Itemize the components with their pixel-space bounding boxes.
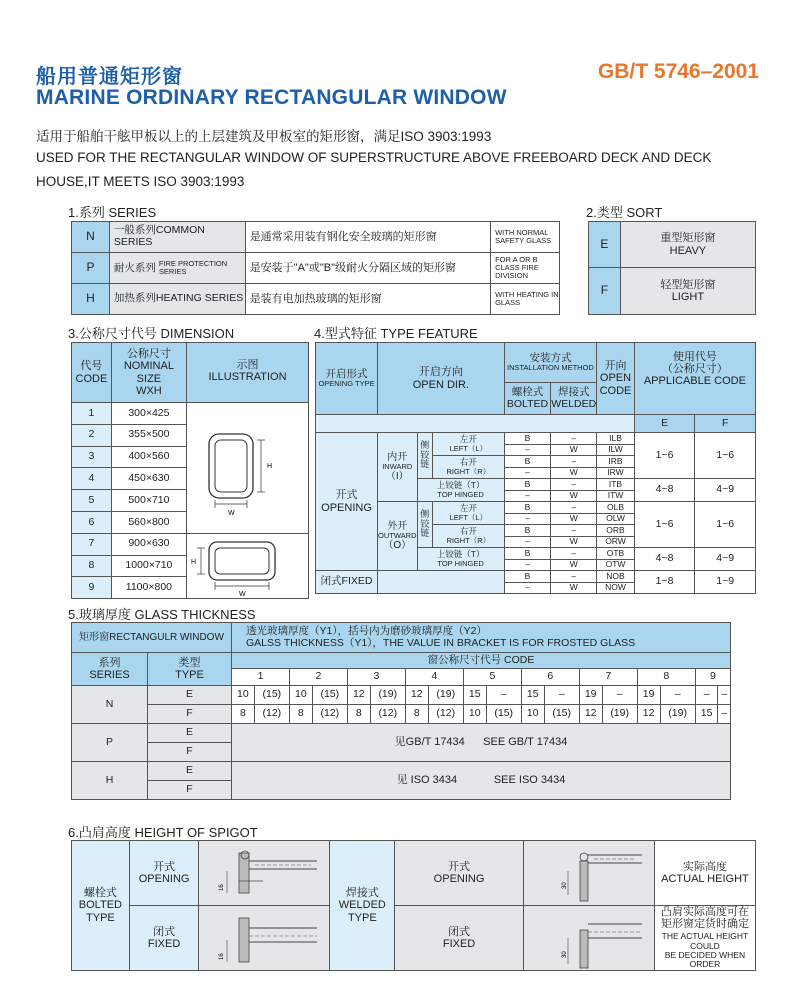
spacer xyxy=(316,415,635,433)
welded-fixed-drawing xyxy=(523,906,654,971)
cell-dash: – xyxy=(551,548,597,560)
col-open-dir: 开启方向 OPEN DIR. xyxy=(378,343,505,415)
side-hinged-label: 侧铰链 xyxy=(417,433,433,479)
range-e: 4~8 xyxy=(634,479,695,502)
cell-b: B xyxy=(504,502,551,514)
top-hinged: 上铰链（T） TOP HINGED xyxy=(417,479,504,502)
thickness-cell: 12 xyxy=(579,705,602,724)
open-code: OTW xyxy=(597,559,635,571)
thickness-cell: – xyxy=(486,686,521,705)
bolted-fixed: 闭式 FIXED xyxy=(129,906,199,971)
welded-fixed: 闭式 FIXED xyxy=(395,906,524,971)
series-heading: 1.系列 SERIES xyxy=(68,205,157,220)
dim-size: 355×500 xyxy=(111,424,186,446)
series-name: 耐火系列 FIRE PROTECTION SERIES xyxy=(109,253,245,284)
type-e: E xyxy=(148,686,232,705)
range-f: 1~9 xyxy=(695,571,756,594)
thickness-cell: 15 xyxy=(521,686,544,705)
thickness-cell: (15) xyxy=(254,686,289,705)
welded-opening-drawing xyxy=(523,841,654,906)
standard-number: GB/T 5746–2001 xyxy=(597,60,759,83)
cell-b: B xyxy=(504,548,551,560)
welded-fixed-section-icon xyxy=(524,906,654,970)
open-code: ILW xyxy=(597,444,635,456)
spigot-table xyxy=(71,840,756,971)
glass-heading: 5.玻璃厚度 GLASS THICKNESS xyxy=(68,607,256,622)
thickness-cell: 8 xyxy=(347,705,370,724)
col-e: E xyxy=(634,415,695,433)
cell-b: B xyxy=(504,571,551,583)
thickness-cell: (12) xyxy=(370,705,405,724)
thickness-cell: 8 xyxy=(289,705,312,724)
series-note: WITH HEATING IN GLASS xyxy=(491,284,560,315)
dim-code: 2 xyxy=(72,424,112,446)
thickness-cell: – xyxy=(718,705,731,724)
dim-30: 30 xyxy=(561,882,568,889)
cell-dash: – xyxy=(551,525,597,537)
cell-w: W xyxy=(551,559,597,571)
thickness-cell: – xyxy=(695,686,718,705)
col-type: 类型 TYPE xyxy=(148,653,232,686)
dim-size: 560×800 xyxy=(111,511,186,533)
cell-dash: – xyxy=(504,559,551,571)
landscape-window-icon xyxy=(187,534,307,598)
series-code: H xyxy=(72,284,110,315)
thickness-cell: (15) xyxy=(312,686,347,705)
series-h: H xyxy=(72,762,148,800)
dim-30: 30 xyxy=(561,951,568,958)
series-name: 加热系列HEATING SERIES xyxy=(109,284,245,315)
bolted-type-label: 螺栓式 BOLTED TYPE xyxy=(72,841,130,971)
rect-window-label: 矩形窗RECTANGULR WINDOW xyxy=(72,623,232,653)
dimension-heading: 3.公称尺寸代号 DIMENSION xyxy=(68,326,235,341)
thickness-cell: 12 xyxy=(637,705,660,724)
thickness-cell: (19) xyxy=(602,705,637,724)
col-welded: 焊接式 WELDED xyxy=(551,383,597,415)
type-feature-heading: 4.型式特征 TYPE FEATURE xyxy=(314,326,478,341)
series-note: FOR A OR B CLASS FIRE DIVISION xyxy=(491,253,560,284)
thickness-cell: 10 xyxy=(463,705,486,724)
side-hinged-label: 侧铰链 xyxy=(417,502,433,548)
outward-label: 外开 OUTWARD （O） xyxy=(378,502,417,571)
dim-code-cell: 6 xyxy=(521,669,579,686)
thickness-cell: – xyxy=(660,686,695,705)
sort-heading: 2.类型 SORT xyxy=(586,205,663,220)
label-w: W xyxy=(228,509,235,517)
cell-dash: – xyxy=(504,467,551,479)
cell-dash: – xyxy=(504,444,551,456)
h-note: 见 ISO 3434 SEE ISO 3434 xyxy=(232,762,731,800)
cell-w: W xyxy=(551,467,597,479)
series-name: 一般系列COMMON SERIES xyxy=(109,222,245,253)
type-e: E xyxy=(148,724,232,743)
col-bolted: 螺栓式 BOLTED xyxy=(504,383,551,415)
col-opening-type: 开启形式 OPENING TYPE xyxy=(316,343,378,415)
thickness-cell: (12) xyxy=(254,705,289,724)
thickness-cell: (19) xyxy=(660,705,695,724)
dimension-table xyxy=(71,342,309,599)
series-code: P xyxy=(72,253,110,284)
series-desc: 是装有电加热玻璃的矩形窗 xyxy=(245,284,490,315)
series-note: WITH NORMAL SAFETY GLASS xyxy=(491,222,560,253)
welded-opening xyxy=(395,841,524,906)
bolted-fixed-section-icon xyxy=(199,906,329,970)
title-en: MARINE ORDINARY RECTANGULAR WINDOW xyxy=(36,86,507,109)
left-open: 左开 LEFT（L） xyxy=(433,433,505,456)
series-n: N xyxy=(72,686,148,724)
dim-code: 1 xyxy=(72,403,112,425)
dim-size: 450×630 xyxy=(111,468,186,490)
top-hinged: 上铰链（T） TOP HINGED xyxy=(417,548,504,571)
dim-code: 5 xyxy=(72,490,112,512)
welded-opening-label: 开式 OPENING xyxy=(433,860,485,885)
thickness-cell: 10 xyxy=(232,686,255,705)
dim-size: 1100×800 xyxy=(111,577,186,599)
dim-code-cell: 4 xyxy=(405,669,463,686)
col-f: F xyxy=(695,415,756,433)
right-open: 右开 RIGHT（R） xyxy=(433,525,505,548)
type-feature-table xyxy=(315,342,756,594)
cell-b: B xyxy=(504,525,551,537)
sort-desc: 重型矩形窗 HEAVY xyxy=(620,222,755,268)
thickness-cell: 12 xyxy=(347,686,370,705)
fixed-label: 闭式FIXED xyxy=(316,571,378,594)
dim-code-cell: 3 xyxy=(347,669,405,686)
inward-label: 内开 INWARD （I） xyxy=(378,433,417,502)
opening-label: 开式 OPENING xyxy=(316,433,378,571)
thickness-cell: 10 xyxy=(521,705,544,724)
cell-dash: – xyxy=(551,433,597,445)
range-e: 1~6 xyxy=(634,502,695,548)
open-code: ITB xyxy=(597,479,635,491)
open-code: OTB xyxy=(597,548,635,560)
p-note: 见GB/T 17434 SEE GB/T 17434 xyxy=(232,724,731,762)
open-code: ORB xyxy=(597,525,635,537)
open-code: ITW xyxy=(597,490,635,502)
label-w: W xyxy=(239,590,246,598)
thickness-cell: 15 xyxy=(695,705,718,724)
left-open: 左开 LEFT（L） xyxy=(433,502,505,525)
cell-b: B xyxy=(504,479,551,491)
type-f: F xyxy=(148,781,232,800)
dim-code: 9 xyxy=(72,577,112,599)
open-code: IRB xyxy=(597,456,635,468)
welded-opening-section-icon xyxy=(524,841,654,905)
dim-col-code: 代号 CODE xyxy=(72,343,112,403)
sort-code: E xyxy=(589,222,621,268)
thickness-label: 透光玻璃厚度（Y1），括号内为磨砂玻璃厚度（Y2） GALSS THICKNESS（Y1），THE VALUE IN BRACKET IS FOR FROSTED GLASS xyxy=(232,623,731,653)
dim-code: 4 xyxy=(72,468,112,490)
dim-code-cell: 8 xyxy=(637,669,695,686)
title-zh: 船用普通矩形窗 xyxy=(36,64,183,88)
dim-16: 16 xyxy=(219,884,226,891)
dim-code-cell: 9 xyxy=(695,669,730,686)
cell-w: W xyxy=(551,490,597,502)
spigot-heading: 6.凸肩高度 HEIGHT OF SPIGOT xyxy=(68,825,258,840)
series-code: N xyxy=(72,222,110,253)
dim-size: 500×710 xyxy=(111,490,186,512)
illustration-landscape xyxy=(187,533,309,598)
intro-en-1: USED FOR THE RECTANGULAR WINDOW OF SUPERSTRUCTURE ABOVE FREEBOARD DECK AND DECK xyxy=(36,150,712,165)
col-series: 系列 SERIES xyxy=(72,653,148,686)
open-code: ILB xyxy=(597,433,635,445)
dim-col-size: 公称尺寸 NOMINAL SIZE WXH xyxy=(111,343,186,403)
thickness-cell: 19 xyxy=(579,686,602,705)
right-open: 右开 RIGHT（R） xyxy=(433,456,505,479)
thickness-cell: (12) xyxy=(312,705,347,724)
open-code: NOB xyxy=(597,571,635,583)
open-code: OLW xyxy=(597,513,635,525)
cell-dash: – xyxy=(551,456,597,468)
thickness-cell: (19) xyxy=(428,686,463,705)
dim-size: 300×425 xyxy=(111,403,186,425)
thickness-cell: – xyxy=(544,686,579,705)
cell-b: B xyxy=(504,433,551,445)
cell-dash: – xyxy=(551,571,597,583)
dim-16: 16 xyxy=(219,953,226,960)
dim-code-cell: 1 xyxy=(232,669,290,686)
open-code: OLB xyxy=(597,502,635,514)
cell-dash: – xyxy=(504,513,551,525)
dim-code-cell: 7 xyxy=(579,669,637,686)
range-e: 1~8 xyxy=(634,571,695,594)
thickness-cell: – xyxy=(602,686,637,705)
range-f: 4~9 xyxy=(695,548,756,571)
actual-height-label: 实际高度 ACTUAL HEIGHT xyxy=(654,841,755,906)
intro-zh: 适用于船舶干舷甲板以上的上层建筑及甲板室的矩形窗，满足ISO 3903:1993 xyxy=(36,129,492,144)
thickness-cell: 10 xyxy=(289,686,312,705)
cell-w: W xyxy=(551,444,597,456)
cell-b: B xyxy=(504,456,551,468)
illustration-portrait xyxy=(187,403,309,534)
thickness-cell: 8 xyxy=(405,705,428,724)
series-desc: 是安装于"A"或"B"级耐火分隔区域的矩形窗 xyxy=(245,253,490,284)
col-dim-code: 窗公称尺寸代号 CODE xyxy=(232,653,731,669)
dim-code: 8 xyxy=(72,555,112,577)
thickness-cell: 12 xyxy=(405,686,428,705)
dim-size: 900×630 xyxy=(111,533,186,555)
cell-w: W xyxy=(551,582,597,594)
bolted-fixed-drawing xyxy=(199,906,330,971)
thickness-cell: 8 xyxy=(232,705,255,724)
dim-code-cell: 2 xyxy=(289,669,347,686)
thickness-cell: 15 xyxy=(463,686,486,705)
dim-code-cell: 5 xyxy=(463,669,521,686)
series-table xyxy=(71,221,560,315)
col-installation: 安装方式 INSTALLATION METHOD xyxy=(504,343,597,383)
range-f: 1~6 xyxy=(695,433,756,479)
thickness-cell: (19) xyxy=(370,686,405,705)
cell-w: W xyxy=(551,513,597,525)
cell-dash: – xyxy=(504,582,551,594)
cell-dash: – xyxy=(504,536,551,548)
cell-dash: – xyxy=(551,502,597,514)
sort-table xyxy=(588,221,756,315)
dim-code: 7 xyxy=(72,533,112,555)
bolted-opening-section-icon xyxy=(199,841,329,905)
thickness-cell: (15) xyxy=(544,705,579,724)
series-desc: 是通常采用装有钢化安全玻璃的矩形窗 xyxy=(245,222,490,253)
bolted-opening-drawing xyxy=(199,841,330,906)
label-h: H xyxy=(267,462,273,470)
portrait-window-icon xyxy=(187,404,307,532)
col-applicable: 使用代号 （公称尺寸） APPLICABLE CODE xyxy=(634,343,755,415)
intro-en-2: HOUSE,IT MEETS ISO 3903:1993 xyxy=(36,174,245,189)
cell-dash: – xyxy=(504,490,551,502)
dim-col-illustration: 示图 ILLUSTRATION xyxy=(187,343,309,403)
actual-height-note: 凸肩实际高度可在 矩形窗定货时确定 THE ACTUAL HEIGHT COULD BE DECIDED WHEN ORDER xyxy=(654,906,755,971)
range-f: 4~9 xyxy=(695,479,756,502)
bolted-opening: 开式 OPENING xyxy=(129,841,199,906)
thickness-cell: (12) xyxy=(428,705,463,724)
cell-dash: – xyxy=(551,479,597,491)
range-f: 1~6 xyxy=(695,502,756,548)
welded-type-label: 焊接式 WELDED TYPE xyxy=(330,841,395,971)
series-p: P xyxy=(72,724,148,762)
type-e: E xyxy=(148,762,232,781)
open-code: IRW xyxy=(597,467,635,479)
thickness-cell: 19 xyxy=(637,686,660,705)
sort-desc: 轻型矩形窗 LIGHT xyxy=(620,268,755,315)
dim-code: 3 xyxy=(72,446,112,468)
open-code: ORW xyxy=(597,536,635,548)
fixed-spacer xyxy=(378,571,505,594)
glass-table xyxy=(71,622,731,800)
thickness-cell: – xyxy=(718,686,731,705)
cell-w: W xyxy=(551,536,597,548)
open-code: NOW xyxy=(597,582,635,594)
range-e: 4~8 xyxy=(634,548,695,571)
thickness-cell: (15) xyxy=(486,705,521,724)
label-h: H xyxy=(191,558,197,566)
range-e: 1~6 xyxy=(634,433,695,479)
dim-size: 1000×710 xyxy=(111,555,186,577)
sort-code: F xyxy=(589,268,621,315)
type-f: F xyxy=(148,743,232,762)
col-open-code: 开向 OPEN CODE xyxy=(597,343,635,415)
dim-size: 400×560 xyxy=(111,446,186,468)
dim-code: 6 xyxy=(72,511,112,533)
type-f: F xyxy=(148,705,232,724)
